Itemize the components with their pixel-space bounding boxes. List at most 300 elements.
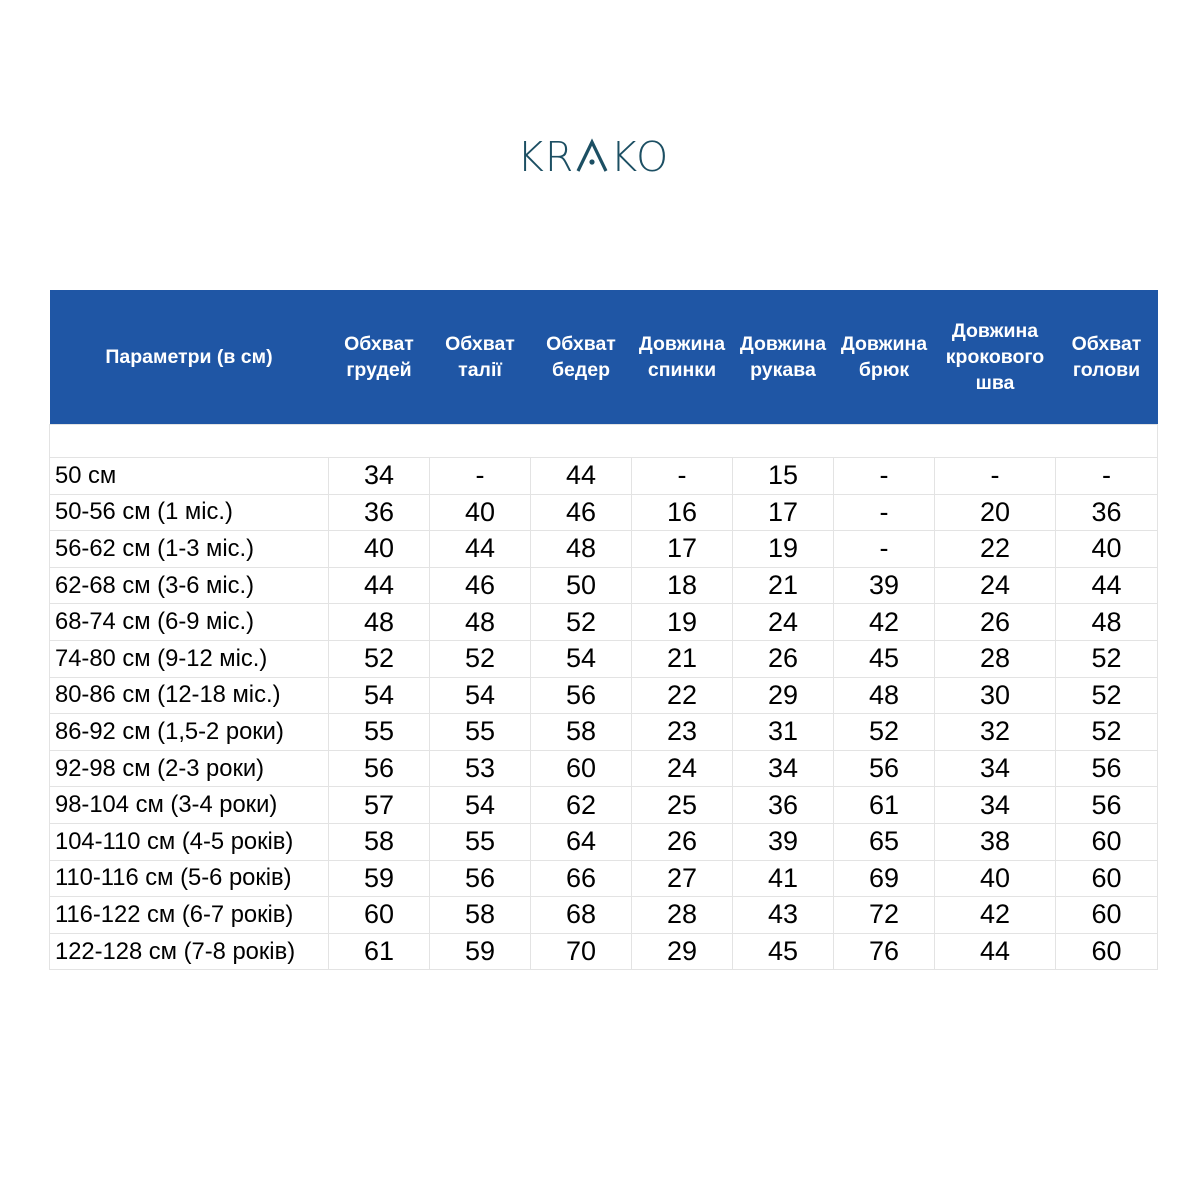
column-header-hips: [531, 290, 632, 425]
measurement-value: 66: [565, 862, 597, 893]
measurement-cell-head: [1056, 787, 1158, 824]
measurement-cell-sleeve-length: [733, 897, 834, 934]
measurement-cell-chest: [329, 750, 430, 787]
measurement-value: -: [879, 460, 889, 491]
measurement-cell-back-length: [632, 494, 733, 531]
measurement-value: 44: [1091, 570, 1122, 601]
measurement-cell-waist: [430, 750, 531, 787]
measurement-cell-trouser-length: [834, 567, 935, 604]
size-label: 56-62 см (1-3 міс.): [55, 534, 255, 562]
column-header-chest: [329, 290, 430, 425]
column-header-line: Довжина: [638, 333, 726, 355]
measurement-value: 58: [363, 826, 395, 857]
measurement-value: 17: [767, 496, 799, 527]
measurement-value: 60: [565, 753, 597, 784]
brand-logo-a-strokes: [578, 142, 606, 171]
measurement-cell-chest: [329, 567, 430, 604]
size-label-cell: [50, 933, 329, 970]
size-label: 110-116 см (5-6 років): [55, 864, 292, 892]
measurement-value: 39: [868, 570, 900, 601]
column-header-inseam-length: [935, 290, 1056, 425]
measurement-value: 24: [666, 753, 698, 784]
measurement-cell-inseam-length: [935, 677, 1056, 714]
column-header-line: Обхват: [1071, 333, 1142, 355]
measurement-value: 52: [565, 606, 597, 637]
measurement-value: 48: [464, 606, 496, 637]
measurement-value: 45: [767, 936, 799, 967]
measurement-cell-inseam-length: [935, 567, 1056, 604]
measurement-value: 29: [767, 679, 799, 710]
column-header-line: бедер: [551, 359, 611, 381]
measurement-value: -: [990, 460, 1000, 491]
measurement-value: 60: [1091, 899, 1122, 930]
measurement-cell-chest: [329, 531, 430, 568]
measurement-cell-sleeve-length: [733, 677, 834, 714]
brand-logo-text-start: KR: [517, 132, 575, 181]
measurement-cell-back-length: [632, 567, 733, 604]
measurement-cell-sleeve-length: [733, 860, 834, 897]
measurement-value: 34: [979, 753, 1011, 784]
measurement-value: 44: [363, 570, 395, 601]
measurement-value: 68: [565, 899, 597, 930]
measurement-value: 61: [868, 789, 900, 820]
measurement-cell-sleeve-length: [733, 567, 834, 604]
measurement-value: 19: [666, 606, 698, 637]
measurement-cell-inseam-length: [935, 458, 1056, 495]
column-header-back-length: [632, 290, 733, 425]
measurement-value: 23: [666, 716, 698, 747]
size-label: 92-98 см (2-3 роки): [55, 754, 265, 782]
measurement-cell-inseam-length: [935, 897, 1056, 934]
table-row: [50, 933, 1158, 970]
measurement-cell-sleeve-length: [733, 494, 834, 531]
table-row: [50, 640, 1158, 677]
measurement-cell-trouser-length: [834, 750, 935, 787]
measurement-cell-hips: [531, 531, 632, 568]
measurement-cell-back-length: [632, 787, 733, 824]
measurement-value: 34: [363, 460, 395, 491]
size-label: 62-68 см (3-6 міс.): [55, 571, 255, 599]
measurement-value: 26: [979, 606, 1011, 637]
column-header-line: рукава: [750, 359, 816, 381]
measurement-cell-hips: [531, 604, 632, 641]
table-row: [50, 494, 1158, 531]
size-label: 74-80 см (9-12 міс.): [55, 644, 268, 672]
measurement-cell-chest: [329, 677, 430, 714]
brand-logo: [517, 132, 670, 181]
table-row: [50, 750, 1158, 787]
column-header-line: Обхват: [546, 333, 616, 355]
measurement-value: -: [879, 496, 889, 527]
measurement-cell-chest: [329, 640, 430, 677]
column-header-line: крокового: [945, 346, 1045, 368]
size-label: 86-92 см (1,5-2 роки): [55, 717, 284, 745]
measurement-cell-waist: [430, 677, 531, 714]
measurement-value: 46: [464, 570, 496, 601]
measurement-value: 61: [363, 936, 395, 967]
measurement-value: 44: [565, 460, 597, 491]
measurement-value: 56: [363, 753, 395, 784]
brand-logo-a-dot: [590, 159, 595, 164]
measurement-value: 36: [767, 789, 799, 820]
size-label-cell: [50, 494, 329, 531]
measurement-value: 29: [666, 936, 698, 967]
measurement-value: 56: [1091, 789, 1122, 820]
measurement-cell-hips: [531, 787, 632, 824]
measurement-cell-chest: [329, 860, 430, 897]
spacer-row: [50, 425, 1158, 458]
measurement-value: 28: [666, 899, 698, 930]
measurement-cell-head: [1056, 823, 1158, 860]
measurement-value: 38: [979, 826, 1011, 857]
size-label-cell: [50, 823, 329, 860]
measurement-value: 15: [767, 460, 799, 491]
brand-logo-a-svg: [575, 138, 609, 176]
measurement-value: 70: [565, 936, 597, 967]
measurement-value: 52: [464, 643, 496, 674]
measurement-cell-trouser-length: [834, 860, 935, 897]
measurement-value: 26: [666, 826, 698, 857]
measurement-cell-chest: [329, 933, 430, 970]
measurement-value: 52: [1091, 679, 1122, 710]
size-label-cell: [50, 640, 329, 677]
measurement-value: 48: [565, 533, 597, 564]
measurement-value: 65: [868, 826, 900, 857]
column-header-sleeve-length: [733, 290, 834, 425]
measurement-cell-sleeve-length: [733, 933, 834, 970]
measurement-cell-chest: [329, 714, 430, 751]
measurement-value: 58: [565, 716, 597, 747]
measurement-cell-hips: [531, 933, 632, 970]
column-header-line: грудей: [346, 359, 412, 381]
measurement-cell-head: [1056, 494, 1158, 531]
spacer-cell: [50, 425, 1158, 458]
size-label: 80-86 см (12-18 міс.): [55, 681, 281, 709]
column-header-line: Довжина: [840, 333, 928, 355]
measurement-value: 19: [767, 533, 799, 564]
measurement-value: 60: [363, 899, 395, 930]
measurement-cell-sleeve-length: [733, 787, 834, 824]
brand-logo-text-end: KO: [610, 132, 670, 181]
measurement-cell-sleeve-length: [733, 823, 834, 860]
measurement-value: 76: [868, 936, 900, 967]
measurement-cell-back-length: [632, 933, 733, 970]
measurement-cell-trouser-length: [834, 897, 935, 934]
measurement-cell-sleeve-length: [733, 640, 834, 677]
measurement-cell-sleeve-length: [733, 458, 834, 495]
measurement-value: 42: [868, 606, 900, 637]
measurement-value: 36: [363, 496, 395, 527]
size-label-cell: [50, 458, 329, 495]
column-header-head: [1056, 290, 1158, 425]
column-header-trouser-length: [834, 290, 935, 425]
measurement-value: 31: [767, 716, 799, 747]
table-row: [50, 604, 1158, 641]
measurement-cell-back-length: [632, 897, 733, 934]
measurement-value: 40: [464, 496, 496, 527]
measurement-cell-head: [1056, 860, 1158, 897]
measurement-cell-hips: [531, 860, 632, 897]
measurement-cell-head: [1056, 750, 1158, 787]
size-label: 50 см: [55, 461, 117, 489]
measurement-cell-trouser-length: [834, 714, 935, 751]
size-label-cell: [50, 787, 329, 824]
measurement-cell-waist: [430, 860, 531, 897]
measurement-cell-head: [1056, 531, 1158, 568]
table-row: [50, 677, 1158, 714]
measurement-cell-head: [1056, 897, 1158, 934]
measurement-cell-hips: [531, 897, 632, 934]
measurement-value: 26: [767, 643, 799, 674]
measurement-value: 62: [565, 789, 597, 820]
measurement-value: -: [1102, 460, 1111, 491]
measurement-value: 17: [666, 533, 698, 564]
measurement-cell-inseam-length: [935, 787, 1056, 824]
measurement-cell-head: [1056, 714, 1158, 751]
measurement-value: 24: [767, 606, 799, 637]
measurement-cell-waist: [430, 531, 531, 568]
measurement-value: 54: [464, 789, 496, 820]
column-header-line: Параметри (в см): [105, 346, 273, 368]
measurement-value: 21: [767, 570, 799, 601]
measurement-value: 40: [1091, 533, 1122, 564]
table-row: [50, 531, 1158, 568]
measurement-value: 55: [464, 826, 496, 857]
measurement-cell-back-length: [632, 750, 733, 787]
measurement-cell-back-length: [632, 677, 733, 714]
measurement-value: 16: [666, 496, 698, 527]
measurement-cell-waist: [430, 567, 531, 604]
table-row: [50, 860, 1158, 897]
measurement-value: 59: [464, 936, 496, 967]
measurement-cell-waist: [430, 458, 531, 495]
table-row: [50, 823, 1158, 860]
size-chart-header: [50, 290, 1158, 425]
measurement-value: 64: [565, 826, 597, 857]
measurement-cell-head: [1056, 677, 1158, 714]
measurement-value: 34: [979, 789, 1011, 820]
table-row: [50, 787, 1158, 824]
measurement-value: 72: [868, 899, 900, 930]
table-row: [50, 714, 1158, 751]
measurement-cell-waist: [430, 897, 531, 934]
table-row: [50, 458, 1158, 495]
measurement-cell-waist: [430, 714, 531, 751]
measurement-cell-waist: [430, 604, 531, 641]
measurement-value: 41: [767, 862, 799, 893]
measurement-cell-back-length: [632, 823, 733, 860]
measurement-cell-sleeve-length: [733, 714, 834, 751]
size-label-cell: [50, 750, 329, 787]
measurement-cell-back-length: [632, 604, 733, 641]
measurement-value: 56: [565, 679, 597, 710]
table-row: [50, 897, 1158, 934]
measurement-cell-hips: [531, 823, 632, 860]
measurement-cell-waist: [430, 640, 531, 677]
column-header-line: Довжина: [951, 320, 1039, 342]
measurement-cell-waist: [430, 933, 531, 970]
measurement-cell-waist: [430, 787, 531, 824]
column-header-line: спинки: [647, 359, 717, 381]
column-header-line: голови: [1072, 359, 1141, 381]
measurement-cell-head: [1056, 458, 1158, 495]
measurement-value: 55: [464, 716, 496, 747]
measurement-cell-head: [1056, 933, 1158, 970]
measurement-cell-head: [1056, 640, 1158, 677]
measurement-value: 56: [868, 753, 900, 784]
measurement-cell-trouser-length: [834, 823, 935, 860]
measurement-cell-head: [1056, 604, 1158, 641]
measurement-value: 24: [979, 570, 1011, 601]
measurement-value: 44: [464, 533, 496, 564]
measurement-cell-inseam-length: [935, 714, 1056, 751]
measurement-cell-chest: [329, 897, 430, 934]
measurement-value: 40: [979, 862, 1011, 893]
column-header-waist: [430, 290, 531, 425]
measurement-value: 45: [868, 643, 900, 674]
measurement-cell-back-length: [632, 531, 733, 568]
measurement-value: 21: [666, 643, 698, 674]
size-label: 50-56 см (1 міс.): [55, 498, 233, 526]
measurement-value: 25: [666, 789, 698, 820]
size-label-cell: [50, 677, 329, 714]
measurement-value: 28: [979, 643, 1011, 674]
measurement-value: 30: [979, 679, 1011, 710]
measurement-value: 52: [1091, 716, 1122, 747]
size-label: 98-104 см (3-4 роки): [55, 791, 278, 819]
measurement-cell-sleeve-length: [733, 531, 834, 568]
measurement-value: 20: [979, 496, 1011, 527]
column-header-param: [50, 290, 329, 425]
measurement-cell-chest: [329, 787, 430, 824]
measurement-value: -: [677, 460, 687, 491]
measurement-value: 48: [868, 679, 900, 710]
measurement-value: 56: [464, 862, 496, 893]
header-row: [50, 290, 1158, 425]
measurement-value: 22: [666, 679, 698, 710]
measurement-value: 57: [363, 789, 395, 820]
measurement-cell-trouser-length: [834, 787, 935, 824]
measurement-value: 52: [868, 716, 900, 747]
measurement-cell-inseam-length: [935, 494, 1056, 531]
measurement-cell-chest: [329, 604, 430, 641]
measurement-cell-hips: [531, 567, 632, 604]
measurement-cell-sleeve-length: [733, 604, 834, 641]
measurement-cell-hips: [531, 677, 632, 714]
measurement-cell-waist: [430, 823, 531, 860]
measurement-cell-back-length: [632, 640, 733, 677]
measurement-value: 52: [1091, 643, 1122, 674]
size-label: 122-128 см (7-8 років): [55, 937, 296, 965]
measurement-cell-trouser-length: [834, 494, 935, 531]
measurement-cell-inseam-length: [935, 640, 1056, 677]
measurement-cell-hips: [531, 640, 632, 677]
column-header-line: талії: [458, 359, 502, 381]
measurement-cell-chest: [329, 823, 430, 860]
measurement-cell-hips: [531, 750, 632, 787]
measurement-cell-hips: [531, 714, 632, 751]
measurement-cell-inseam-length: [935, 933, 1056, 970]
measurement-value: 54: [464, 679, 496, 710]
measurement-cell-inseam-length: [935, 860, 1056, 897]
size-label-cell: [50, 604, 329, 641]
measurement-value: 52: [363, 643, 395, 674]
measurement-value: 32: [979, 716, 1011, 747]
measurement-cell-waist: [430, 494, 531, 531]
measurement-value: 56: [1091, 753, 1122, 784]
measurement-value: -: [879, 533, 889, 564]
measurement-cell-trouser-length: [834, 604, 935, 641]
measurement-value: 54: [363, 679, 395, 710]
column-header-line: Обхват: [445, 333, 515, 355]
measurement-value: 69: [868, 862, 900, 893]
table-row: [50, 567, 1158, 604]
measurement-cell-back-length: [632, 714, 733, 751]
measurement-cell-trouser-length: [834, 531, 935, 568]
measurement-cell-back-length: [632, 458, 733, 495]
measurement-value: 48: [363, 606, 395, 637]
size-label-cell: [50, 531, 329, 568]
measurement-cell-trouser-length: [834, 640, 935, 677]
size-chart-table: [49, 290, 1158, 970]
measurement-value: 18: [666, 570, 698, 601]
measurement-value: 55: [363, 716, 395, 747]
measurement-value: 60: [1091, 936, 1122, 967]
measurement-value: 59: [363, 862, 395, 893]
column-header-line: брюк: [858, 359, 910, 381]
size-chart-body: [50, 425, 1158, 970]
measurement-cell-hips: [531, 458, 632, 495]
measurement-value: 48: [1091, 606, 1122, 637]
column-header-line: Обхват: [344, 333, 414, 355]
size-label-cell: [50, 897, 329, 934]
measurement-cell-back-length: [632, 860, 733, 897]
measurement-cell-chest: [329, 458, 430, 495]
measurement-cell-inseam-length: [935, 750, 1056, 787]
brand-logo-a-with-dot: [575, 138, 609, 176]
measurement-value: 53: [464, 753, 496, 784]
measurement-value: -: [475, 460, 485, 491]
measurement-cell-sleeve-length: [733, 750, 834, 787]
size-label-cell: [50, 860, 329, 897]
column-header-line: шва: [975, 372, 1015, 394]
measurement-cell-trouser-length: [834, 677, 935, 714]
measurement-cell-head: [1056, 567, 1158, 604]
measurement-value: 54: [565, 643, 597, 674]
measurement-value: 36: [1091, 496, 1122, 527]
measurement-cell-trouser-length: [834, 458, 935, 495]
measurement-cell-hips: [531, 494, 632, 531]
measurement-value: 43: [767, 899, 799, 930]
measurement-value: 44: [979, 936, 1011, 967]
measurement-value: 60: [1091, 862, 1122, 893]
measurement-value: 27: [666, 862, 698, 893]
measurement-value: 40: [363, 533, 395, 564]
measurement-value: 58: [464, 899, 496, 930]
measurement-value: 60: [1091, 826, 1122, 857]
size-label-cell: [50, 567, 329, 604]
measurement-cell-inseam-length: [935, 604, 1056, 641]
measurement-value: 34: [767, 753, 799, 784]
measurement-cell-trouser-length: [834, 933, 935, 970]
measurement-value: 22: [979, 533, 1011, 564]
size-label: 116-122 см (6-7 років): [55, 900, 294, 928]
measurement-value: 39: [767, 826, 799, 857]
measurement-value: 42: [979, 899, 1011, 930]
measurement-cell-inseam-length: [935, 531, 1056, 568]
size-label: 104-110 см (4-5 років): [55, 827, 294, 855]
measurement-value: 46: [565, 496, 597, 527]
